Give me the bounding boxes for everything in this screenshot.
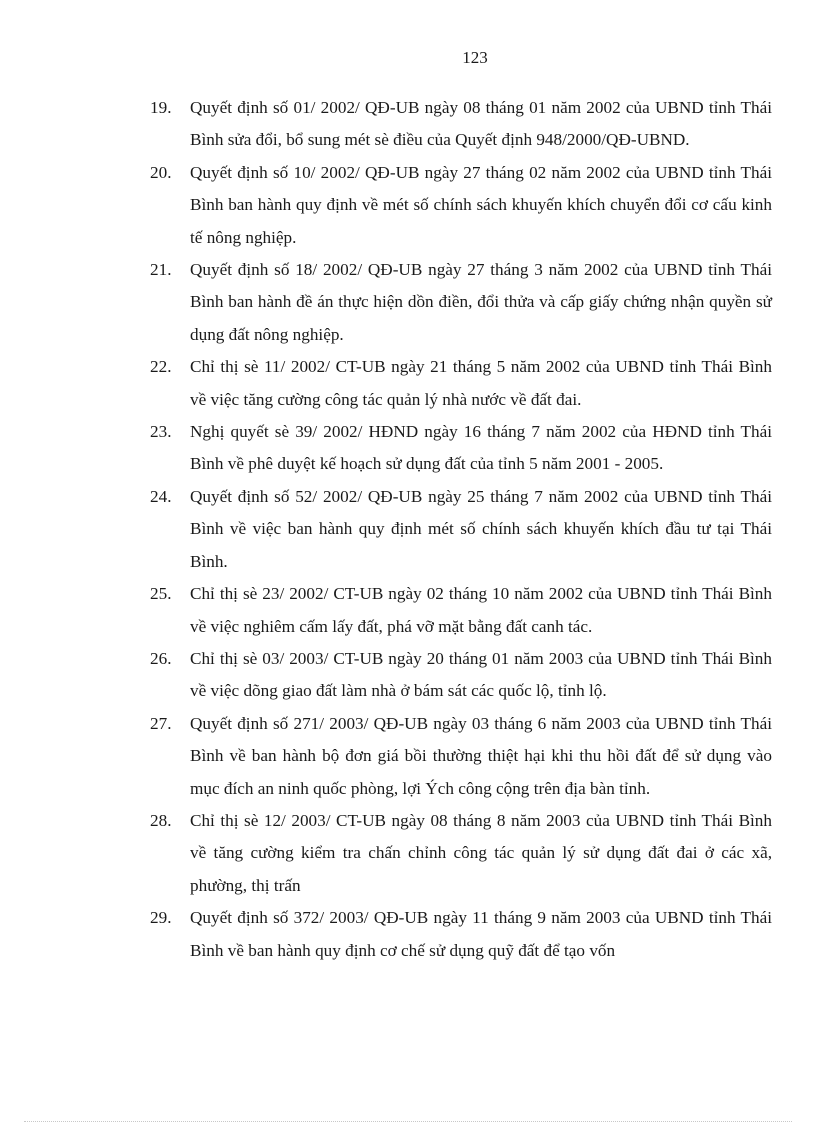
item-number: 29. [150,908,172,928]
list-item [150,92,772,157]
item-text: Chỉ thị sè 11/ 2002/ CT-UB ngày 21 tháng 5 năm 2002 của UBND tỉnh Thái Bình về việc tăng cường công tác quản lý nhà nước về đất đai. [190,357,772,409]
page-number: 123 [462,48,488,67]
item-text: Chỉ thị sè 12/ 2003/ CT-UB ngày 08 tháng 8 năm 2003 của UBND tỉnh Thái Bình về tăng cường kiểm tra chấn chỉnh công tác quản lý sử dụng đất đai ở các xã, phường, thị trấn [190,810,772,895]
page-bottom-divider [24,1121,792,1122]
item-text: Quyết định số 10/ 2002/ QĐ-UB ngày 27 tháng 02 năm 2002 của UBND tỉnh Thái Bình ban hành quy định về mét số chính sách khuyến khích chuyển đổi cơ cấu kinh tế nông nghiệp. [190,162,772,247]
item-text: Nghị quyết sè 39/ 2002/ HĐND ngày 16 tháng 7 năm 2002 của HĐND tỉnh Thái Bình về phê duyệt kế hoạch sử dụng đất của tỉnh 5 năm 2001 - 2005. [190,422,772,474]
item-text: Chỉ thị sè 03/ 2003/ CT-UB ngày 20 tháng 01 năm 2003 của UBND tỉnh Thái Bình về việc dõng giao đất làm nhà ở bám sát các quốc lộ, tỉnh lộ. [190,648,772,701]
list-item [150,708,772,805]
item-number: 23. [150,422,172,442]
list-item [150,481,772,578]
item-number: 20. [150,162,172,182]
item-number: 22. [150,357,172,377]
reference-list [150,92,772,967]
item-number: 25. [150,584,172,604]
item-number: 26. [150,648,172,668]
item-number: 19. [150,98,172,117]
item-text: Quyết định số 372/ 2003/ QĐ-UB ngày 11 tháng 9 năm 2003 của UBND tỉnh Thái Bình về ban hành quy định cơ chế sử dụng quỹ đất để tạo vốn [190,908,772,960]
item-text: Quyết định số 52/ 2002/ QĐ-UB ngày 25 tháng 7 năm 2002 của UBND tỉnh Thái Bình về việc ban hành quy định mét số chính sách khuyến khích đầu tư tại Thái Bình. [190,486,772,571]
list-item [150,254,772,351]
list-item [150,578,772,643]
item-number: 21. [150,260,172,280]
item-number: 27. [150,713,172,733]
item-text: Quyết định số 18/ 2002/ QĐ-UB ngày 27 tháng 3 năm 2002 của UBND tỉnh Thái Bình ban hành đề án thực hiện dồn điền, đổi thửa và cấp giấy chứng nhận quyền sử dụng đất nông nghiệp. [190,260,772,344]
list-item [150,157,772,254]
item-number: 24. [150,486,172,506]
list-item [150,643,772,708]
list-item [150,902,772,967]
list-item [150,416,772,481]
list-item [150,805,772,902]
item-number: 28. [150,810,172,830]
list-item [150,351,772,416]
item-text: Chỉ thị sè 23/ 2002/ CT-UB ngày 02 tháng 10 năm 2002 của UBND tỉnh Thái Bình về việc nghiêm cấm lấy đất, phá vỡ mặt bằng đất canh tác. [190,584,772,636]
item-text: Quyết định số 271/ 2003/ QĐ-UB ngày 03 tháng 6 năm 2003 của UBND tỉnh Thái Bình về ban hành bộ đơn giá bồi thường thiệt hại khi thu hồi đất để sử dụng vào mục đích an ninh quốc phòng, lợi Ých công cộng trên địa bàn tỉnh. [190,713,772,798]
item-text: Quyết định số 01/ 2002/ QĐ-UB ngày 08 tháng 01 năm 2002 của UBND tỉnh Thái Bình sửa đổi, bổ sung mét sè điều của Quyết định 948/2000/QĐ-UBND. [190,98,772,150]
